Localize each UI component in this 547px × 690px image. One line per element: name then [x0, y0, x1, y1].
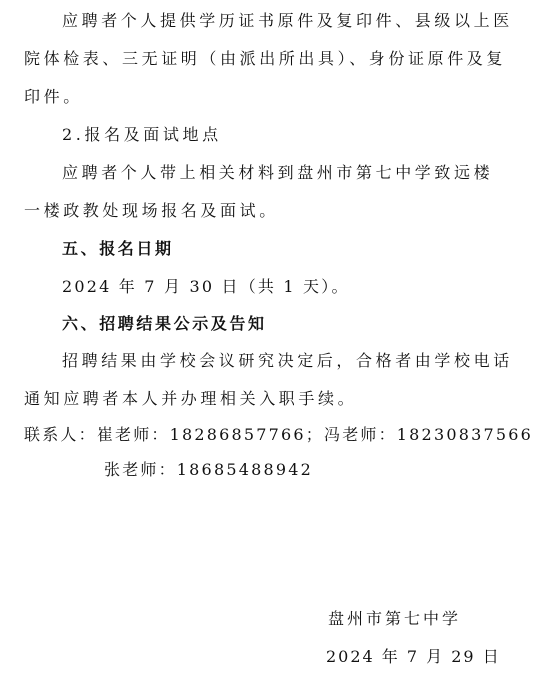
- section5-date: 2024 年 7 月 30 日（共 1 天）。: [62, 277, 350, 296]
- location-line-2: 一楼政教处现场报名及面试。: [24, 201, 279, 220]
- location-line-1: 应聘者个人带上相关材料到盘州市第七中学致远楼: [62, 163, 494, 182]
- materials-line-2: 院体检表、三无证明（由派出所出具）、身份证原件及复: [24, 49, 507, 68]
- materials-line-3: 印件。: [24, 87, 83, 106]
- signature-org: 盘州市第七中学: [328, 609, 462, 628]
- signature-date: 2024 年 7 月 29 日: [326, 647, 501, 666]
- contacts-label: 联系人：: [24, 425, 97, 444]
- contacts-row-1: [24, 424, 533, 446]
- section6-heading: 六、招聘结果公示及告知: [62, 314, 267, 333]
- contact-feng: 冯老师：18230837566: [324, 425, 533, 444]
- contact-cui: 崔老师：18286857766；: [96, 425, 324, 444]
- materials-line-1: 应聘者个人提供学历证书原件及复印件、县级以上医: [62, 11, 513, 30]
- section5-heading: 五、报名日期: [62, 239, 174, 258]
- location-heading: 2.报名及面试地点: [62, 125, 222, 144]
- section6-line-2: 通知应聘者本人并办理相关入职手续。: [24, 389, 358, 408]
- section6-line-1: 招聘结果由学校会议研究决定后，合格者由学校电话: [62, 351, 513, 370]
- contact-zhang: 张老师：18685488942: [104, 460, 313, 479]
- contacts-row-2: [104, 459, 313, 481]
